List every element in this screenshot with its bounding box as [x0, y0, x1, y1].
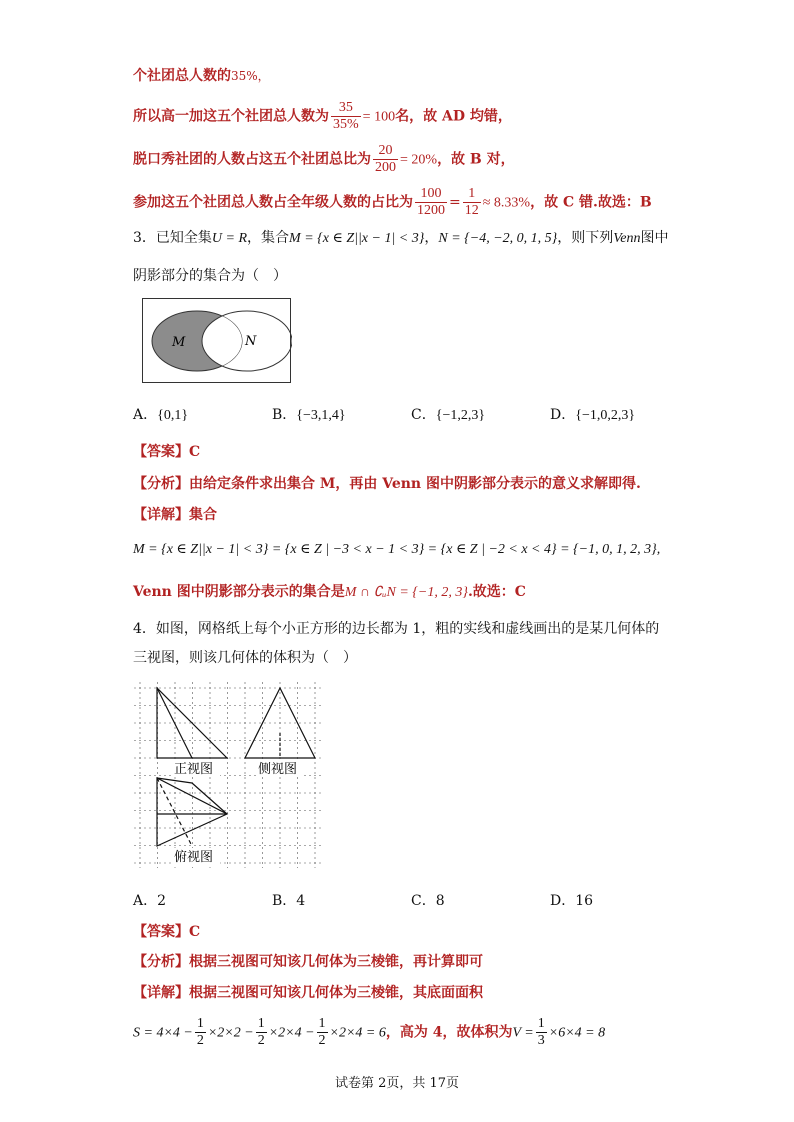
- page-footer: 试卷第 2页，共 17页: [334, 1076, 460, 1091]
- prev-line-2-eq: = 100: [362, 109, 396, 125]
- fraction-20-over-200: $\frac{20}{200}$: [375, 143, 396, 175]
- q3-conclusion: Venn 图中阴影部分表示的集合是M ∩ ∁ᵤN = {−1, 2, 3}.故选：C: [133, 584, 526, 600]
- q4-answer: 【答案】C: [133, 924, 201, 940]
- fraction-half-1: $\frac{1}{2}$: [196, 1016, 204, 1048]
- q4-calculation: S = 4×4 − $\frac{1}{2}$ ×2×2 − $\frac{1}{2}$ ×2×4 − $\frac{1}{2}$ ×2×4 = 6，高为 4，故体积为V = $\frac{1}{3}$ ×6×4 = 8: [133, 1016, 606, 1048]
- q4-option-b[interactable]: B．4: [272, 893, 306, 909]
- q4-option-c[interactable]: C．8: [411, 893, 445, 909]
- q4-option-d[interactable]: D．16: [550, 893, 594, 909]
- q3-option-b[interactable]: B．{−3,1,4}: [272, 407, 346, 423]
- prev-line-3-eq: = 20%: [400, 152, 438, 168]
- prev-line-1-text: 个社团总人数的: [133, 68, 231, 84]
- prev-line-1: [133, 66, 270, 86]
- top-view-quad: [157, 778, 227, 846]
- prev-line-4-text: 参加这五个社团总人数占全年级人数的占比为: [133, 194, 413, 211]
- front-view-triangle: [157, 688, 227, 758]
- fraction-half-2: $\frac{1}{2}$: [257, 1016, 265, 1048]
- q3-set-M: M = {x ∈ Z||x − 1| < 3}: [289, 231, 425, 246]
- venn-label-M: M: [172, 335, 186, 350]
- q3-universal-set: U = R: [211, 231, 248, 246]
- q3-conclusion-math: M ∩ ∁ᵤN = {−1, 2, 3}: [344, 585, 468, 600]
- q3-option-c[interactable]: C．{−1,2,3}: [411, 407, 486, 423]
- prev-line-4-tail: ，故 C 错.故选：B: [530, 194, 652, 211]
- prev-line-2: [133, 100, 512, 133]
- fraction-third: $\frac{1}{3}$: [537, 1016, 545, 1048]
- label-side-view: 侧视图: [258, 762, 298, 777]
- fraction-1-over-12: $\frac{1}{12}$: [464, 186, 479, 218]
- label-front-view: 正视图: [174, 762, 214, 777]
- q4-detail: 【详解】根据三视图可知该几何体为三棱锥，其底面面积: [133, 985, 483, 1001]
- q3-option-d[interactable]: D．{−1,0,2,3}: [550, 407, 636, 423]
- three-views-figure: [130, 678, 330, 868]
- prev-line-4-eq: =: [449, 194, 461, 211]
- q3-set-N: N = {−4, −2, 0, 1, 5}: [438, 231, 558, 246]
- front-view: [157, 688, 227, 758]
- top-view: [157, 778, 227, 846]
- q3-detail-label: 【详解】集合: [133, 507, 217, 523]
- q4-stem-line-1: 4．如图，网格纸上每个小正方形的边长都为 1，粗的实线和虚线画出的是某几何体的: [133, 621, 660, 637]
- prev-line-3-tail: ，故 B 对，: [437, 151, 515, 168]
- q4-stem-line-2: 三视图，则该几何体的体积为（ ）: [133, 650, 357, 666]
- q4-option-a[interactable]: A．2: [133, 893, 167, 909]
- front-view-inner-line: [157, 688, 192, 758]
- top-view-hidden-line: [157, 778, 192, 846]
- prev-line-4: [133, 186, 652, 219]
- venn-diagram: [142, 298, 292, 384]
- q3-analysis: 【分析】由给定条件求出集合 M，再由 Venn 图中阴影部分表示的意义求解即得.: [133, 476, 641, 492]
- fraction-half-3: $\frac{1}{2}$: [318, 1016, 326, 1048]
- q4-analysis: 【分析】根据三视图可知该几何体为三棱锥，再计算即可: [133, 954, 483, 970]
- label-top-view: 俯视图: [174, 850, 214, 865]
- q3-stem-then: ，则下列: [557, 230, 614, 246]
- prev-line-3-text: 脱口秀社团的人数占这五个社团总比为: [133, 151, 371, 168]
- venn-label-N: N: [245, 334, 257, 349]
- prev-line-3: [133, 143, 515, 176]
- q3-stem-mid: ，集合: [247, 230, 290, 246]
- q3-option-a[interactable]: A．{0,1}: [133, 407, 189, 423]
- q3-comma: ，: [424, 230, 439, 246]
- q3-stem-end: 图中: [640, 230, 669, 246]
- prev-line-2-text: 所以高一加这五个社团总人数为: [133, 108, 329, 125]
- q3-stem-line-2: 阴影部分的集合为（ ）: [133, 268, 287, 284]
- fraction-35-over-35pct: $\frac{35}{35\%}$: [333, 100, 359, 132]
- prev-line-2-tail: 名，故 AD 均错，: [395, 108, 512, 125]
- q3-stem-line-1: [133, 228, 668, 249]
- prev-line-1-pct: 35%，: [231, 69, 270, 83]
- q3-stem-prefix: 3．已知全集: [133, 230, 212, 246]
- q3-detail-math: M = {x ∈ Z||x − 1| < 3} = {x ∈ Z | −3 < x − 1 < 3} = {x ∈ Z | −2 < x < 4} = {−1, 0, 1, 2, 3},: [133, 542, 661, 557]
- q3-answer: 【答案】C: [133, 444, 201, 460]
- fraction-100-over-1200: $\frac{100}{1200}$: [417, 186, 445, 218]
- q3-venn-word: Venn: [613, 231, 641, 246]
- prev-line-4-approx: ≈ 8.33%: [482, 195, 531, 211]
